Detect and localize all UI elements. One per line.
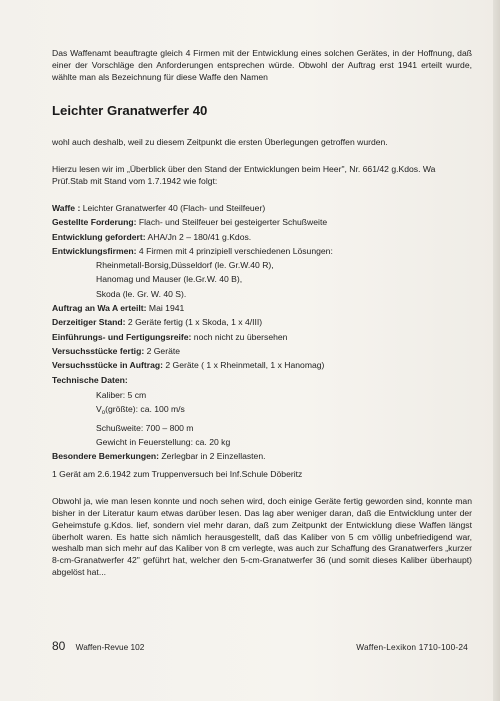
- paragraph-reason: wohl auch deshalb, weil zu diesem Zeitpunkt die ersten Überlegungen getroffen wurden.: [52, 137, 388, 147]
- firm-hanomag: Hanomag und Mauser (le.Gr.W. 40 B),: [96, 274, 243, 285]
- spec-bemerkungen: [52, 449, 472, 463]
- spec-value: Zerlegbar in 2 Einzellasten.: [158, 451, 266, 462]
- page-number: 80: [52, 639, 66, 653]
- section-heading: Leichter Granatwerfer 40: [52, 103, 208, 118]
- spec-value: Leichter Granatwerfer 40 (Flach- und Steilfeuer): [80, 203, 266, 213]
- spec-value: AHA/Jn 2 – 180/41 g.Kdos.: [145, 231, 252, 242]
- spec-reife: [52, 330, 472, 344]
- spec-value: 4 Firmen mit 4 prinzipiell verschiedenen Lösungen:: [136, 245, 333, 256]
- spec-value: Flach- und Steilfeuer bei gesteigerter Schußweite: [136, 217, 328, 228]
- firm-rheinmetall: Rheinmetall-Borsig,Düsseldorf (le. Gr.W.40 R),: [96, 260, 274, 271]
- spec-value: Mai 1941: [146, 303, 185, 314]
- tech-velocity: [52, 402, 472, 420]
- page-edge: [493, 0, 500, 701]
- spec-value: 2 Geräte: [144, 345, 181, 356]
- footer-left: Waffen-Revue 102: [75, 642, 145, 652]
- page-content: [52, 47, 472, 579]
- spec-list: [52, 201, 472, 481]
- spec-value: 2 Geräte fertig (1 x Skoda, 1 x 4/III): [125, 317, 263, 328]
- spec-label: Einführungs- und Fertigungsreife:: [52, 331, 192, 342]
- spec-label: Technische Daten:: [52, 374, 128, 385]
- spec-forderung: [52, 215, 472, 229]
- spec-technische-daten: [52, 373, 472, 389]
- spec-label: Versuchsstücke fertig:: [52, 345, 145, 356]
- spec-value: noch nicht zu übersehen: [191, 331, 288, 342]
- spec-stand: [52, 315, 472, 329]
- spec-label: Waffe :: [52, 203, 81, 213]
- spec-value: 2 Geräte ( 1 x Rheinmetall, 1 x Hanomag): [162, 360, 325, 371]
- tech-gewicht: Gewicht in Feuerstellung: ca. 20 kg: [96, 436, 231, 447]
- spec-entwicklung-gefordert: [52, 230, 472, 244]
- spec-waffe: [52, 201, 472, 215]
- velocity-value: (größte): ca. 100 m/s: [105, 404, 185, 415]
- spec-label: Auftrag an Wa A erteilt:: [52, 303, 147, 314]
- tech-kaliber: Kaliber: 5 cm: [96, 390, 147, 401]
- spec-label: Besondere Bemerkungen:: [52, 451, 159, 462]
- note-truppenversuch: 1 Gerät am 2.6.1942 zum Truppenversuch bei Inf.Schule Döberitz: [52, 468, 303, 479]
- velocity-symbol: V: [96, 404, 102, 415]
- paragraph-source: Hierzu lesen wir im „Überblick über den Stand der Entwicklungen beim Heer", Nr. 661/42 g.Kdos. Wa Prüf.Stab mit Stand vom 1.7.1942 wie folgt:: [52, 164, 436, 186]
- spec-label: Gestellte Forderung:: [52, 217, 137, 228]
- intro-paragraph: Das Waffenamt beauftragte gleich 4 Firmen mit der Entwicklung eines solchen Gerätes, in der Hoffnung, daß einer der Vorschläge den Anforderungen entsprechen würde. Obwohl der Auftrag erst 1941 erteilt wurde, wählte man als Bezeichnung für diese Waffe den Namen: [52, 48, 472, 82]
- footer-right: Waffen-Lexikon 1710-100-24: [356, 642, 468, 652]
- spec-label: Versuchsstücke in Auftrag:: [52, 360, 163, 371]
- spec-label: Derzeitiger Stand:: [52, 317, 126, 328]
- spec-versuchsstuecke-fertig: [52, 344, 472, 358]
- firm-skoda: Skoda (le. Gr. W. 40 S).: [96, 288, 187, 299]
- spec-entwicklungsfirmen: [52, 244, 472, 258]
- spec-auftrag: [52, 301, 472, 315]
- spec-versuchsstuecke-auftrag: [52, 358, 472, 372]
- closing-paragraph: Obwohl ja, wie man lesen konnte und noch sehen wird, doch einige Geräte fertig geworden sind, konnte man bisher in der Literatur kaum etwas darüber lesen. Das lag aber weniger daran, daß die Entwicklung unter der Geheimstufe g.Kdos. lief, sondern viel mehr daran, daß zum Zeitpunkt der Entwicklung diese Waffen längst überholt waren. Es hatte sich nämlich herausgestellt, daß das Kaliber von 5 cm völlig unbefriedigend war, weshalb man sich mehr auf das Kaliber von 8 cm verlegte, was auch zur Schaffung des Granatwerfers „kurzer 8-cm-Granatwerfer 42" geführt hat, welcher den 5-cm-Granatwerfer 36 (und somit dieses Kaliber überhaupt) abgelöst hat...: [52, 495, 472, 578]
- tech-schussweite: Schußweite: 700 – 800 m: [96, 422, 194, 433]
- velocity-subscript: o: [101, 410, 106, 417]
- page-footer: [52, 640, 468, 653]
- spec-label: Entwicklung gefordert:: [52, 231, 146, 242]
- spec-label: Entwicklungsfirmen:: [52, 245, 137, 256]
